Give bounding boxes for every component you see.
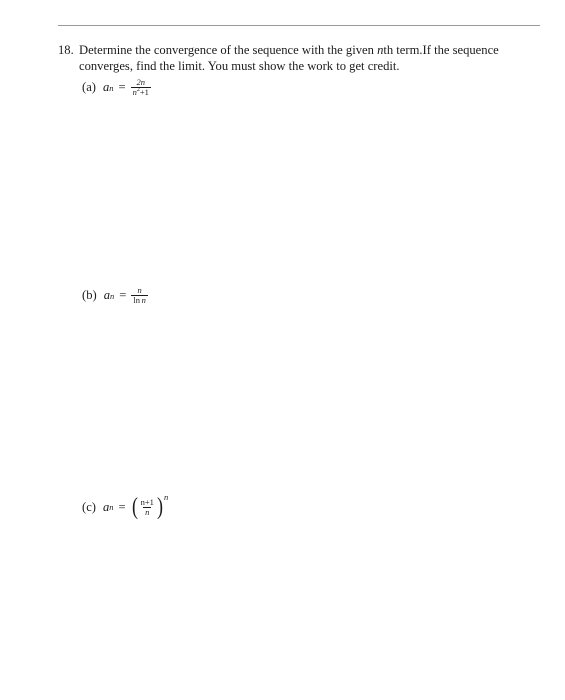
top-divider: [58, 25, 540, 26]
part-b-equals: =: [119, 288, 127, 302]
part-c-close-paren: ): [156, 494, 163, 520]
part-a-denominator-base: n: [132, 87, 137, 97]
part-b-numerator: n: [137, 285, 142, 295]
part-c: [82, 492, 169, 520]
part-a-denominator-exp: 2: [136, 87, 140, 94]
part-a-label: (a): [82, 80, 96, 94]
part-a-equals: =: [118, 80, 126, 94]
part-a-numerator: 2n: [136, 77, 146, 87]
problem-number: 18.: [58, 43, 74, 57]
statement-variable: n: [377, 43, 384, 57]
part-c-numerator: n+1: [140, 496, 154, 507]
part-b-lhs-sub: n: [109, 290, 115, 301]
part-c-fraction: [139, 498, 156, 517]
part-b-lhs-var: a: [103, 288, 110, 302]
part-c-lhs-sub: n: [109, 502, 114, 512]
part-a: [82, 78, 151, 97]
part-b-label: (b): [82, 288, 97, 302]
part-b-denominator-arg: n: [141, 295, 146, 305]
part-a-denominator-tail: +1: [139, 87, 149, 97]
problem-18: [58, 43, 544, 74]
part-b-denominator: [131, 295, 148, 305]
part-a-fraction: [131, 78, 151, 97]
statement-text-after: th term.If the sequence converges, find the limit. You must show the work to get credit.: [79, 43, 499, 73]
statement-text-before: Determine the convergence of the sequence with the given: [79, 43, 378, 57]
part-c-denominator: n: [145, 506, 150, 517]
part-b-denominator-fn: ln: [133, 295, 140, 305]
problem-statement: [79, 43, 544, 74]
part-c-exponent: n: [163, 492, 169, 502]
part-a-lhs-sub: n: [109, 82, 114, 93]
part-a-denominator: [131, 87, 151, 97]
part-b-fraction: [131, 286, 148, 305]
part-c-open-paren: (: [131, 494, 138, 520]
part-a-lhs-var: a: [102, 80, 110, 94]
part-c-equals: =: [118, 499, 126, 514]
part-b: [82, 286, 148, 305]
part-c-lhs-var: a: [102, 499, 110, 514]
part-c-label: (c): [82, 499, 96, 514]
